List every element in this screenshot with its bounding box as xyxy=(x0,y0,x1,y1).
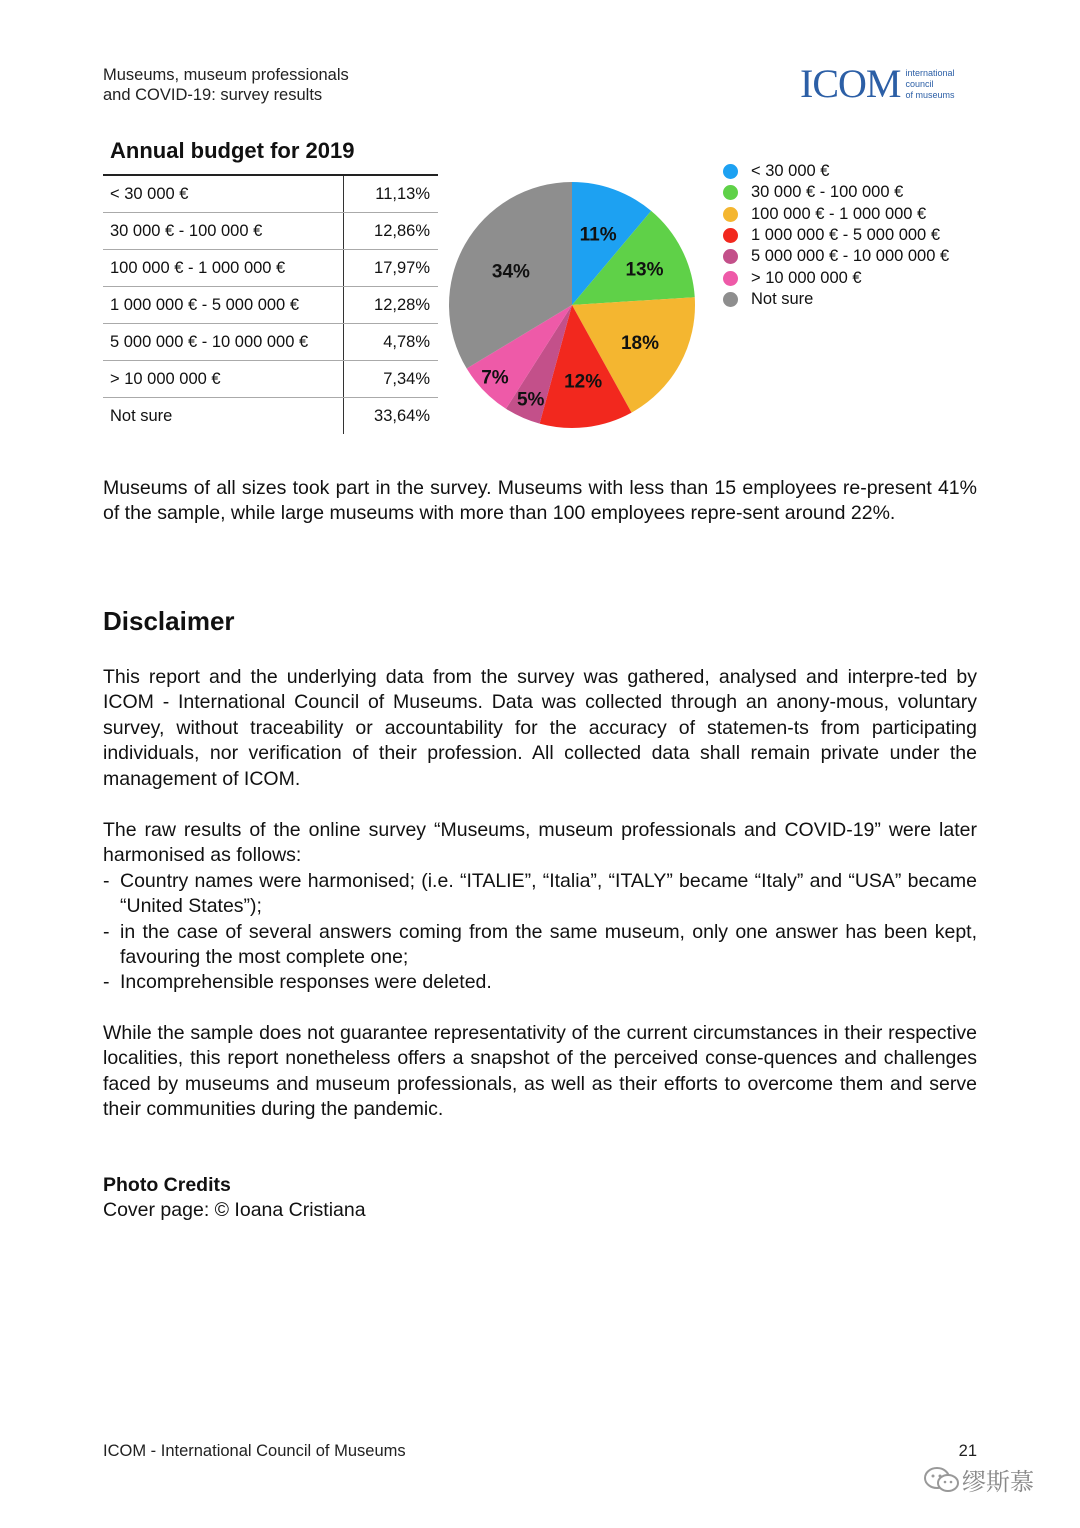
legend-swatch xyxy=(723,292,738,307)
credits-text: Cover page: © Ioana Cristiana xyxy=(103,1199,366,1222)
legend-item xyxy=(723,289,949,310)
budget-pie-chart xyxy=(440,175,710,435)
icom-logo xyxy=(800,61,955,106)
row-label: Not sure xyxy=(103,398,344,435)
row-value: 17,97% xyxy=(344,250,439,287)
credits-heading: Photo Credits xyxy=(103,1174,231,1196)
row-label: 5 000 000 € - 10 000 000 € xyxy=(103,324,344,361)
list-item: - Incomprehensible responses were deleted. xyxy=(103,970,977,995)
row-value: 12,28% xyxy=(344,287,439,324)
watermark xyxy=(922,1462,1034,1497)
table-row xyxy=(103,398,438,435)
table-row xyxy=(103,361,438,398)
intro-paragraph: Museums of all sizes took part in the survey. Museums with less than 15 employees re-present 41% of the sample, while large museums with more than 100 employees repre-sent around 22%. xyxy=(103,477,977,525)
row-label: 1 000 000 € - 5 000 000 € xyxy=(103,287,344,324)
legend-item xyxy=(723,204,949,225)
row-value: 4,78% xyxy=(344,324,439,361)
logo-sub-line1: international xyxy=(905,67,955,78)
legend-label: Not sure xyxy=(751,289,814,308)
table-row xyxy=(103,213,438,250)
pie-data-label: 11% xyxy=(579,224,617,246)
row-label: 30 000 € - 100 000 € xyxy=(103,213,344,250)
pie-data-label: 13% xyxy=(625,259,664,281)
row-label: > 10 000 000 € xyxy=(103,361,344,398)
harmonisation-list xyxy=(103,869,977,996)
disclaimer-heading: Disclaimer xyxy=(103,606,235,636)
row-value: 11,13% xyxy=(344,175,439,213)
pie-data-label: 7% xyxy=(481,367,509,389)
disclaimer-paragraph-1: This report and the underlying data from the survey was gathered, analysed and interpre-ted by ICOM - International Council of Museums. Data was collected through an anony-mous, voluntary survey, without traceability or accountability for the accuracy of statemen-ts from participating individuals, nor verification of their profession. All collected data shall remain private under the management of ICOM. xyxy=(103,666,977,790)
budget-table-title: Annual budget for 2019 xyxy=(110,138,355,163)
legend-item xyxy=(723,246,949,267)
legend-swatch xyxy=(723,271,738,286)
legend-label: 100 000 € - 1 000 000 € xyxy=(751,204,927,223)
logo-wordmark: ICOM xyxy=(800,61,901,106)
legend-label: 30 000 € - 100 000 € xyxy=(751,183,904,202)
list-item: - in the case of several answers coming from the same museum, only one answer has been kept, favouring the most complete one; xyxy=(103,920,977,971)
page-number: 21 xyxy=(958,1442,977,1460)
disclaimer-paragraph-3: While the sample does not guarantee representativity of the current circumstances in their respective localities, this report nonetheless offers a snapshot of the perceived conse-quences and challenges faced by museums and museum professionals, as well as their efforts to overcome them and serve their communities during the pandemic. xyxy=(103,1022,977,1121)
table-row xyxy=(103,250,438,287)
legend-label: 5 000 000 € - 10 000 000 € xyxy=(751,247,950,266)
row-value: 7,34% xyxy=(344,361,439,398)
budget-table xyxy=(103,174,438,434)
legend-swatch xyxy=(723,164,738,179)
pie-data-label: 18% xyxy=(620,333,659,355)
row-value: 12,86% xyxy=(344,213,439,250)
row-value: 33,64% xyxy=(374,406,430,425)
logo-subtitle xyxy=(905,68,954,101)
logo-sub-line3: of museums xyxy=(905,89,955,100)
legend-label: < 30 000 € xyxy=(751,162,830,181)
header-title-line2: and COVID-19: survey results xyxy=(103,86,323,104)
pie-data-label: 34% xyxy=(491,261,530,283)
table-row xyxy=(103,175,438,213)
wechat-icon xyxy=(922,1465,962,1495)
row-label: 100 000 € - 1 000 000 € xyxy=(103,250,344,287)
legend-swatch xyxy=(723,249,738,264)
pie-data-label: 12% xyxy=(564,371,603,393)
header-title-line1: Museums, museum professionals xyxy=(103,66,349,84)
table-row xyxy=(103,324,438,361)
legend-item xyxy=(723,225,949,246)
legend-item xyxy=(723,182,949,203)
harmonisation-lead: The raw results of the online survey “Museums, museum professionals and COVID-19” were later harmonised as follows: xyxy=(103,819,977,867)
legend-swatch xyxy=(723,207,738,222)
pie-data-label: 5% xyxy=(516,389,545,411)
legend-swatch xyxy=(723,185,738,200)
document-header-title xyxy=(103,65,349,105)
watermark-text: 缪斯慕 xyxy=(962,1469,1034,1496)
legend-label: 1 000 000 € - 5 000 000 € xyxy=(751,226,940,245)
list-item: - Country names were harmonised; (i.e. “ITALIE”, “Italia”, “ITALY” became “Italy” and “USA” became “United States”); xyxy=(103,869,977,920)
disclaimer-paragraph-2 xyxy=(103,818,977,996)
legend-item xyxy=(723,267,949,288)
table-row xyxy=(103,287,438,324)
photo-credits xyxy=(103,1173,366,1224)
footer-organization: ICOM - International Council of Museums xyxy=(103,1442,406,1460)
legend-item xyxy=(723,161,949,182)
chart-legend xyxy=(723,161,949,310)
legend-swatch xyxy=(723,228,738,243)
logo-sub-line2: council xyxy=(905,78,934,89)
legend-label: > 10 000 000 € xyxy=(751,268,862,287)
row-label: < 30 000 € xyxy=(103,175,344,213)
